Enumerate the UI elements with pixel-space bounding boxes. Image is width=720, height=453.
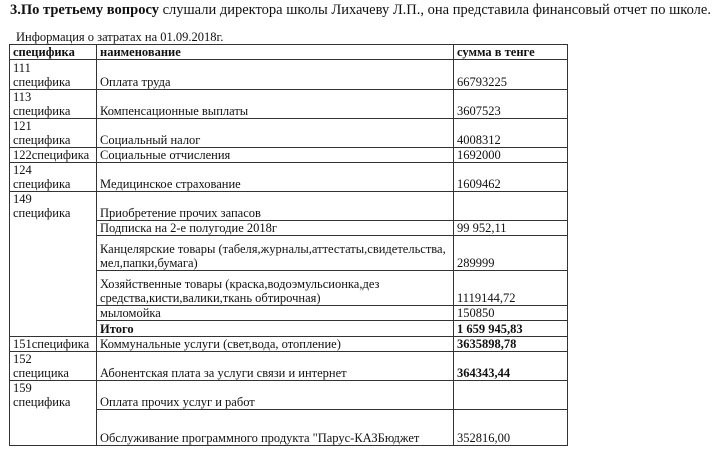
code-number: 113 <box>13 90 32 104</box>
name-cell: мыломойка <box>97 306 454 321</box>
name-cell: Канцелярские товары (табеля,журналы,аттестаты,свидетельства, мел,папки,бумага) <box>97 236 454 271</box>
sum-cell: 1609462 <box>454 163 568 192</box>
name-cell: Социальные отчисления <box>97 148 454 163</box>
sum-cell: 289999 <box>454 236 568 271</box>
code-number: 159 <box>13 381 32 395</box>
sum-cell: 3607523 <box>454 90 568 119</box>
table-row <box>10 90 568 119</box>
section-heading <box>10 2 711 19</box>
sum-cell: 99 952,11 <box>454 221 568 236</box>
sum-cell: 364343,44 <box>454 352 568 381</box>
name-cell: Оплата труда <box>97 60 454 90</box>
expenses-table <box>9 44 568 446</box>
code-cell <box>10 90 97 119</box>
table-row <box>10 337 568 352</box>
name-cell: Компенсационные выплаты <box>97 90 454 119</box>
code-label: специфика <box>13 177 71 191</box>
table-row <box>10 119 568 148</box>
code-cell: 151специфика <box>10 337 97 352</box>
name-cell: Приобретение прочих запасов <box>97 192 454 221</box>
table-row <box>10 163 568 192</box>
total-label: Итого <box>97 321 454 337</box>
code-cell <box>10 163 97 192</box>
name-cell: Обслуживание программного продукта "Парус-КАЗБюджет <box>97 410 454 446</box>
code-number: 152 <box>13 352 32 366</box>
header-code: специфика <box>10 45 97 60</box>
code-number: 149 <box>13 192 32 206</box>
code-number: 124 <box>13 163 32 177</box>
code-cell: 122специфика <box>10 148 97 163</box>
name-cell: Оплата прочих услуг и работ <box>97 381 454 410</box>
code-label: специфика <box>13 133 71 147</box>
code-cell <box>10 381 97 446</box>
sum-cell <box>454 381 568 410</box>
table-row <box>10 381 568 410</box>
heading-bold: 3.По третьему вопросу <box>10 2 159 18</box>
sum-cell <box>454 192 568 221</box>
code-label: специфика <box>13 395 71 409</box>
table-header-row <box>10 45 568 60</box>
code-cell <box>10 192 97 337</box>
heading-text: слушали директора школы Лихачеву Л.П., она представила финансовый отчет по школе. <box>158 2 711 18</box>
name-cell: Хозяйственные товары (краска,водоэмульсионка,дез средства,кисти,валики,ткань обтирочная) <box>97 271 454 306</box>
name-cell: Абонентская плата за услуги связи и интернет <box>97 352 454 381</box>
code-number: 111 <box>13 61 31 75</box>
sum-cell: 1119144,72 <box>454 271 568 306</box>
table-row <box>10 60 568 90</box>
code-label: специфика <box>13 104 71 118</box>
sum-cell: 3635898,78 <box>454 337 568 352</box>
sum-cell: 1692000 <box>454 148 568 163</box>
code-label: специцика <box>13 366 69 380</box>
code-cell <box>10 119 97 148</box>
code-cell <box>10 60 97 90</box>
total-sum: 1 659 945,83 <box>454 321 568 337</box>
sum-cell: 150850 <box>454 306 568 321</box>
name-cell: Социальный налог <box>97 119 454 148</box>
name-cell: Коммунальные услуги (свет,вода, отопление) <box>97 337 454 352</box>
table-row <box>10 148 568 163</box>
code-label: специфика <box>13 206 71 220</box>
table-row <box>10 352 568 381</box>
code-number: 121 <box>13 119 32 133</box>
sum-cell: 352816,00 <box>454 410 568 446</box>
sum-cell: 4008312 <box>454 119 568 148</box>
header-sum: сумма в тенге <box>454 45 568 60</box>
name-cell: Подписка на 2-е полугодие 2018г <box>97 221 454 236</box>
code-label: специфика <box>13 75 71 89</box>
name-cell: Медицинское страхование <box>97 163 454 192</box>
code-cell <box>10 352 97 381</box>
sum-cell: 66793225 <box>454 60 568 90</box>
table-row <box>10 192 568 221</box>
header-name: наименование <box>97 45 454 60</box>
table-caption: Информация о затратах на 01.09.2018г. <box>16 30 224 44</box>
